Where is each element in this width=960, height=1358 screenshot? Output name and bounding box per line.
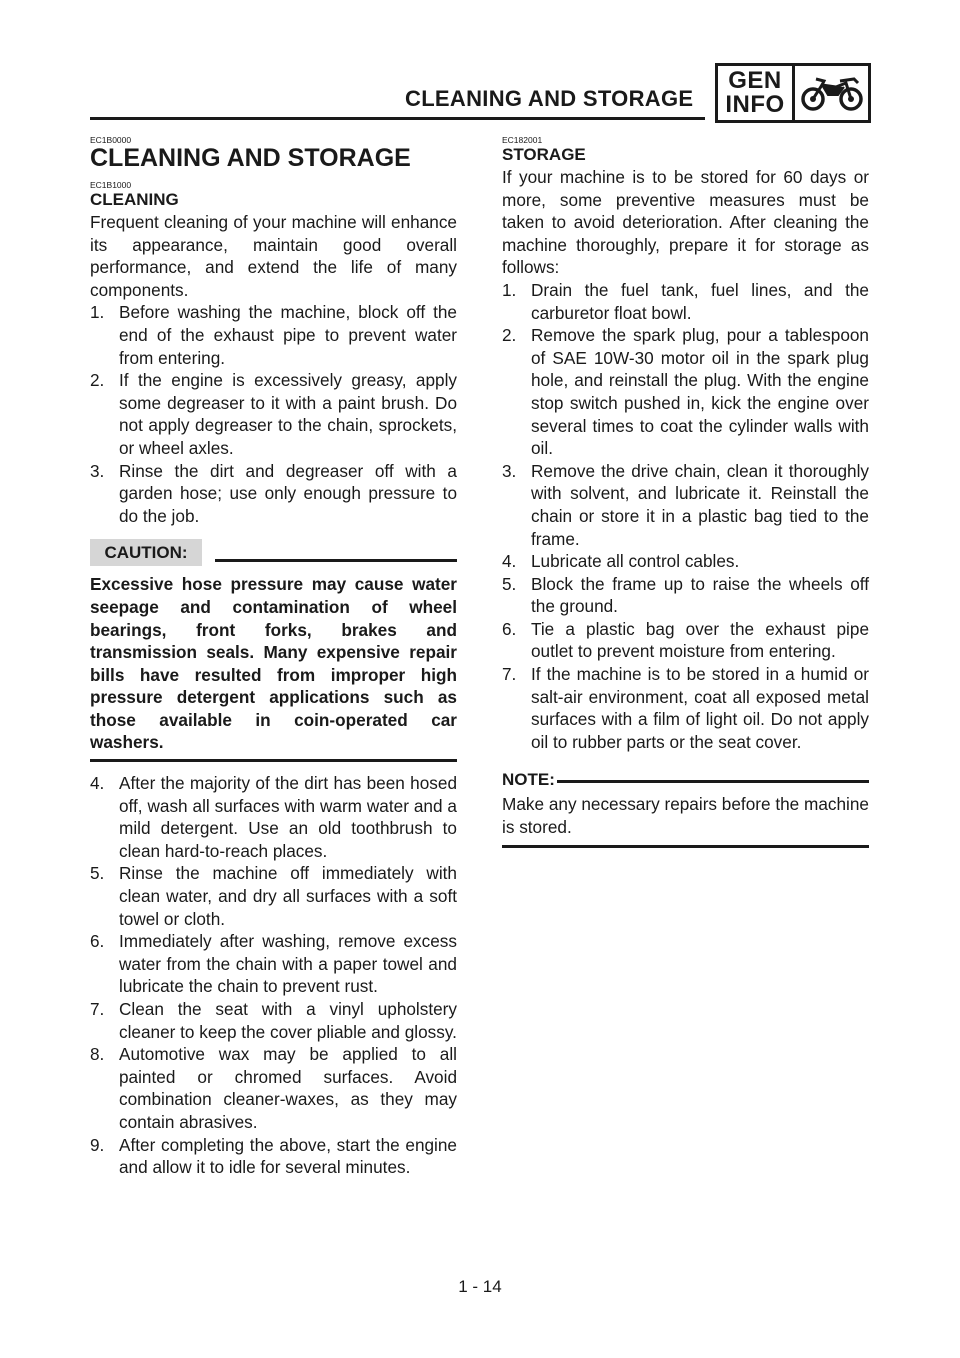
step-number: 5. (502, 573, 517, 594)
subsection-heading-cleaning: CLEANING (90, 190, 179, 209)
cleaning-steps-a (90, 301, 457, 527)
header-rule (90, 117, 705, 120)
right-column (502, 128, 869, 848)
step-number: 1. (90, 302, 105, 323)
list-item (502, 279, 869, 324)
step-text: Rinse the dirt and degreaser off with a garden hose; use only enough pressure to do the job. (119, 460, 457, 526)
list-item (90, 369, 457, 459)
step-text: Lubricate all control cables. (531, 551, 740, 572)
page-number: 1 - 14 (458, 1277, 502, 1296)
step-text: After completing the above, start the engine and allow it to idle for several minutes. (119, 1134, 457, 1178)
badge-line-2: INFO (725, 91, 785, 118)
badge-line-1: GEN (728, 67, 782, 94)
step-text: Remove the spark plug, pour a tablespoon of SAE 10W-30 motor oil in the spark plug hole, and reinstall the plug. With the engine stop switch pushed in, kick the engine over several times to coat the cylinder walls with oil. (531, 325, 869, 459)
step-number: 3. (90, 460, 105, 481)
step-number: 6. (90, 931, 105, 952)
list-item (502, 618, 869, 663)
step-number: 8. (90, 1044, 105, 1065)
storage-steps (502, 279, 869, 753)
step-number: 2. (90, 370, 105, 391)
step-number: 2. (502, 325, 517, 346)
running-header-title: CLEANING AND STORAGE (405, 86, 694, 111)
cleaning-intro: Frequent cleaning of your machine will enhance its appearance, maintain good overall performance, and extend the life of many components. (90, 212, 457, 300)
note-text: Make any necessary repairs before the machine is stored. (502, 793, 869, 847)
step-text: Rinse the machine off immediately with clean water, and dry all surfaces with a soft towel or cloth. (119, 863, 457, 929)
step-text: Immediately after washing, remove excess water from the chain with a paper towel and lubricate the chain to prevent rust. (119, 931, 457, 997)
step-text: Clean the seat with a vinyl upholstery cleaner to keep the cover pliable and glossy. (119, 999, 457, 1042)
step-number: 7. (90, 999, 105, 1019)
step-text: Before washing the machine, block off the end of the exhaust pipe to prevent water from entering. (119, 302, 457, 368)
caution-label: CAUTION: (90, 539, 202, 566)
list-item (90, 460, 457, 528)
caution-rule (215, 559, 457, 562)
subsection-heading-storage: STORAGE (502, 145, 586, 164)
list-item (90, 862, 457, 930)
section-code: EC1B0000 (90, 135, 132, 145)
step-text: Automotive wax may be applied to all painted or chromed surfaces. Avoid combination cleaner-waxes, as they may contain abrasives. (119, 1044, 457, 1132)
list-item (502, 460, 869, 550)
storage-intro: If your machine is to be stored for 60 days or more, some preventive measures must be taken to avoid deterioration. After cleaning the machine thoroughly, prepare it for storage as follows: (502, 167, 869, 278)
step-text: Block the frame up to raise the wheels off the ground. (531, 573, 869, 617)
caution-text: Excessive hose pressure may cause water seepage and contamination of wheel bearings, front forks, brakes and transmission seals. Many expensive repair bills have resulted from improper high pressure detergent applications such as those available in coin-operated car washers. (90, 573, 457, 762)
step-text: Drain the fuel tank, fuel lines, and the carburetor float bowl. (531, 279, 869, 323)
list-item (502, 550, 869, 573)
motorcycle-badge (792, 63, 871, 123)
cleaning-steps-b (90, 772, 457, 1179)
step-number: 9. (90, 1134, 105, 1155)
list-item (90, 1134, 457, 1179)
step-text: If the engine is excessively greasy, apply some degreaser to it with a paint brush. Do not apply degreaser to the chain, sprockets, or wheel axles. (119, 370, 457, 458)
list-item (90, 930, 457, 998)
step-number: 4. (502, 551, 517, 572)
step-text: Tie a plastic bag over the exhaust pipe outlet to prevent moisture from entering. (531, 618, 869, 662)
step-number: 4. (90, 773, 105, 794)
list-item (90, 301, 457, 369)
note-label: NOTE: (502, 770, 555, 790)
motorcycle-icon (800, 73, 864, 113)
step-text: If the machine is to be stored in a humid or salt-air environment, coat all exposed metal surfaces with a film of light oil. Do not apply oil to rubber parts or the seat cover. (531, 664, 869, 752)
left-column (90, 128, 457, 1179)
caution-header (90, 539, 457, 569)
list-item (90, 772, 457, 862)
step-number: 7. (502, 664, 517, 685)
step-number: 6. (502, 618, 517, 639)
section-badge-gen-info (715, 63, 795, 123)
list-item (502, 663, 869, 753)
step-number: 3. (502, 460, 517, 481)
note-header (502, 767, 869, 793)
subsection-code: EC182001 (502, 135, 543, 145)
section-heading: CLEANING AND STORAGE (90, 144, 411, 172)
list-item (90, 1043, 457, 1133)
list-item (90, 998, 457, 1043)
subsection-code: EC1B1000 (90, 180, 132, 190)
note-rule (557, 780, 869, 783)
step-number: 5. (90, 863, 105, 884)
list-item (502, 324, 869, 460)
list-item (502, 573, 869, 618)
step-text: After the majority of the dirt has been hosed off, wash all surfaces with warm water and a mild detergent. Use an old toothbrush to clean hard-to-reach places. (119, 773, 457, 861)
step-number: 1. (502, 279, 517, 300)
step-text: Remove the drive chain, clean it thoroughly with solvent, and lubricate it. Reinstall the chain or store it in a plastic bag tied to the frame. (531, 460, 869, 549)
